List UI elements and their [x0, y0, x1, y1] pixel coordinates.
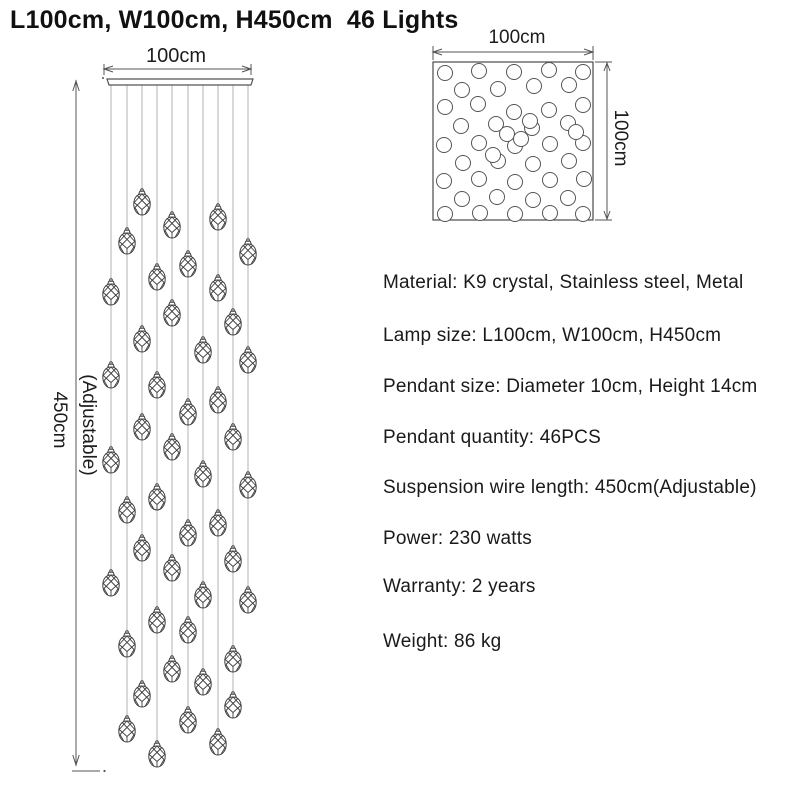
- spec-line: Power: 230 watts: [383, 528, 532, 549]
- crystal-pendant: [164, 434, 180, 460]
- crystal-pendant: [134, 535, 150, 561]
- crystal-pendant: [134, 414, 150, 440]
- spec-line: Weight: 86 kg: [383, 631, 502, 652]
- front-width-dim-label: 100cm: [145, 45, 207, 67]
- crystal-pendant: [164, 555, 180, 581]
- crystal-pendant: [210, 275, 226, 301]
- spec-line: Suspension wire length: 450cm(Adjustable): [383, 477, 757, 498]
- crystal-pendant: [119, 716, 135, 742]
- spec-line: Pendant size: Diameter 10cm, Height 14cm: [383, 376, 758, 397]
- crystal-pendant: [164, 300, 180, 326]
- page-title: L100cm, W100cm, H450cm 46 Lights: [10, 6, 459, 34]
- crystal-pendant: [119, 631, 135, 657]
- crystal-pendant: [210, 387, 226, 413]
- crystal-pendant: [240, 472, 256, 498]
- ceiling-canopy-bar: [107, 79, 253, 85]
- crystal-pendant: [195, 582, 211, 608]
- spec-line: Lamp size: L100cm, W100cm, H450cm: [383, 325, 722, 346]
- topview-depth-dim-label: 100cm: [610, 109, 631, 167]
- crystal-pendant: [149, 741, 165, 767]
- topview-width-dimension: [433, 46, 593, 60]
- crystal-pendant: [149, 607, 165, 633]
- crystal-pendant: [225, 692, 241, 718]
- crystal-pendant: [119, 228, 135, 254]
- crystal-pendant: [103, 447, 119, 473]
- crystal-pendant: [103, 570, 119, 596]
- crystal-pendant: [149, 264, 165, 290]
- crystal-pendant: [180, 707, 196, 733]
- front-height-dim-label: 450cm: [49, 391, 70, 449]
- crystal-pendant: [195, 669, 211, 695]
- crystal-pendant: [240, 239, 256, 265]
- crystal-pendant: [180, 399, 196, 425]
- crystal-pendant: [119, 497, 135, 523]
- crystal-pendant: [164, 212, 180, 238]
- crystal-pendant: [225, 546, 241, 572]
- crystal-pendant: [180, 617, 196, 643]
- crystal-pendant: [195, 337, 211, 363]
- topview-width-dim-label: 100cm: [488, 27, 546, 48]
- crystal-pendant: [210, 204, 226, 230]
- crystal-pendant: [149, 372, 165, 398]
- spec-line: Material: K9 crystal, Stainless steel, Metal: [383, 272, 744, 293]
- crystal-pendant: [103, 362, 119, 388]
- crystal-pendant: [240, 347, 256, 373]
- crystal-pendant: [164, 656, 180, 682]
- crystal-pendant: [149, 484, 165, 510]
- crystal-pendant: [225, 646, 241, 672]
- crystal-pendant: [180, 251, 196, 277]
- spec-line: Pendant quantity: 46PCS: [383, 427, 601, 448]
- front-height-adjustable-label: (Adjustable): [78, 374, 99, 476]
- spec-line: Warranty: 2 years: [383, 576, 536, 597]
- crystal-pendant: [103, 279, 119, 305]
- crystal-pendant: [134, 681, 150, 707]
- crystal-pendant: [180, 520, 196, 546]
- crystal-pendant: [225, 424, 241, 450]
- crystal-pendant: [210, 729, 226, 755]
- crystal-pendant: [195, 461, 211, 487]
- crystal-pendant: [210, 510, 226, 536]
- crystal-pendant: [134, 189, 150, 215]
- crystal-pendant: [134, 326, 150, 352]
- crystal-pendant: [240, 587, 256, 613]
- crystal-pendant: [225, 309, 241, 335]
